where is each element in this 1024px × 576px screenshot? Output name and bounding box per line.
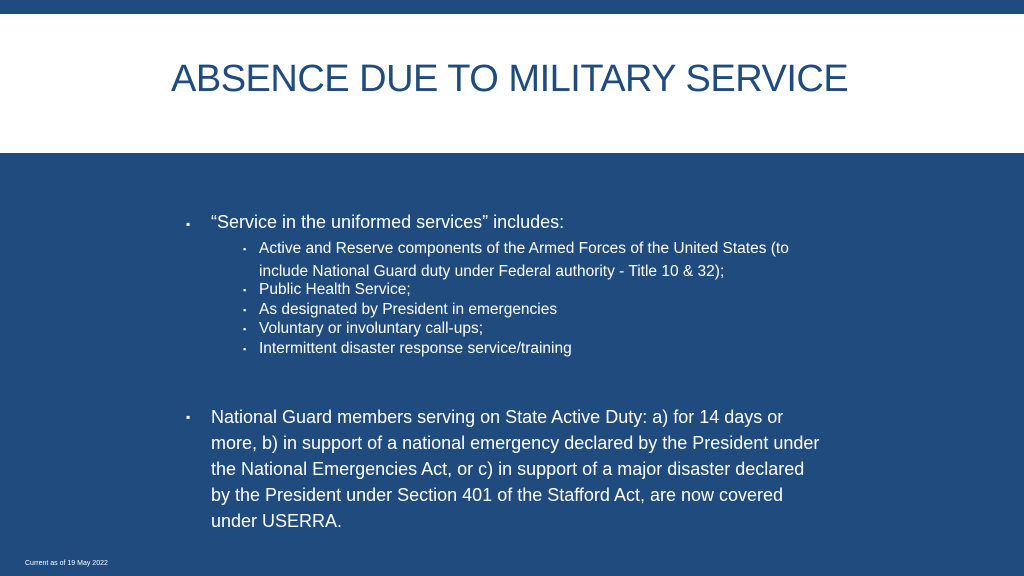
subbullet-marker: ▪ xyxy=(243,244,247,254)
top-band xyxy=(0,0,1024,14)
subbullet-1-5: Intermittent disaster response service/training xyxy=(259,340,572,357)
subbullet-1-4: Voluntary or involuntary call-ups; xyxy=(259,320,484,337)
footer-date-note: Current as of 19 May 2022 xyxy=(25,560,108,567)
slide-content xyxy=(0,153,1024,576)
subbullet-marker: ▪ xyxy=(243,324,247,334)
subbullet-1-3: As designated by President in emergencies xyxy=(259,301,558,318)
bullet-2-text: National Guard members serving on State Active Duty: a) for 14 days or more, b) in support of a national emergency declared by the President under the National Emergencies Act, or c) in support of a major disaster declared by the President under Section 401 of the Stafford Act, are now covered under USERRA. xyxy=(211,407,820,531)
subbullet-1-2: Public Health Service; xyxy=(259,281,411,298)
subbullet-marker: ▪ xyxy=(243,305,247,315)
slide-title: ABSENCE DUE TO MILITARY SERVICE xyxy=(171,58,849,100)
subbullet-marker: ▪ xyxy=(243,344,247,354)
title-panel xyxy=(0,14,1024,153)
subbullet-marker: ▪ xyxy=(243,285,247,295)
subbullet-1-1: Active and Reserve components of the Armed Forces of the United States (to include National Guard duty under Federal authority - Title 10 & 32); xyxy=(259,240,789,280)
bullet-marker: ▪ xyxy=(186,410,191,424)
bullet-1-text: “Service in the uniformed services” includes: xyxy=(211,212,565,232)
bullet-marker: ▪ xyxy=(186,217,191,231)
